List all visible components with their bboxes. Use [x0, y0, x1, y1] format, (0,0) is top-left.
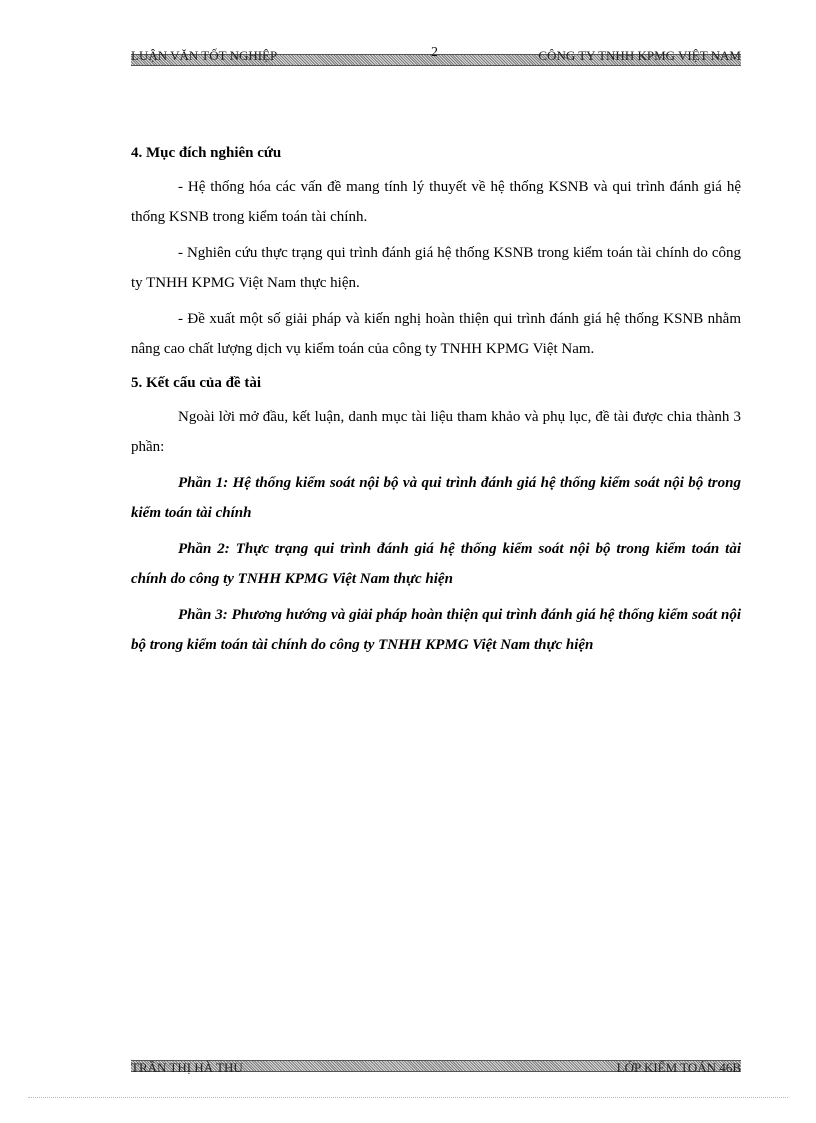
page-header [131, 45, 741, 66]
footer-author: TRẦN THỊ HÀ THU [131, 1060, 243, 1075]
document-body [131, 140, 741, 666]
part-3: Phần 3: Phương hướng và giải pháp hoàn thiện qui trình đánh giá hệ thống kiểm soát nội bộ trong kiểm toán tài chính do công ty TNHH KPMG Việt Nam thực hiện [131, 607, 741, 653]
header-thesis-title: LUẬN VĂN TỐT NGHIỆP [131, 48, 278, 63]
section-4-item-3: - Đề xuất một số giải pháp và kiến nghị hoàn thiện qui trình đánh giá hệ thống KSNB nhằm nâng cao chất lượng dịch vụ kiểm toán của công ty TNHH KPMG Việt Nam. [131, 311, 741, 357]
part-1: Phần 1: Hệ thống kiểm soát nội bộ và qui trình đánh giá hệ thống kiểm soát nội bộ trong kiểm toán tài chính [131, 475, 741, 521]
footer-class: LỚP KIỂM TOÁN 46B [616, 1060, 741, 1075]
section-5-intro: Ngoài lời mở đầu, kết luận, danh mục tài liệu tham khảo và phụ lục, đề tài được chia thành 3 phần: [131, 409, 741, 455]
section-4-item-1: - Hệ thống hóa các vấn đề mang tính lý thuyết về hệ thống KSNB và qui trình đánh giá hệ thống KSNB trong kiểm toán tài chính. [131, 179, 741, 225]
part-2: Phần 2: Thực trạng qui trình đánh giá hệ thống kiểm soát nội bộ trong kiểm toán tài chính do công ty TNHH KPMG Việt Nam thực hiện [131, 541, 741, 587]
header-company: CÔNG TY TNHH KPMG VIỆT NAM [538, 48, 741, 63]
section-4-heading: 4. Mục đích nghiên cứu [131, 145, 282, 161]
section-4-item-2: - Nghiên cứu thực trạng qui trình đánh giá hệ thống KSNB trong kiểm toán tài chính do công ty TNHH KPMG Việt Nam thực hiện. [131, 245, 741, 291]
page-footer [131, 1060, 741, 1075]
page-bottom-divider [28, 1097, 788, 1098]
page-number: 2 [431, 45, 438, 60]
section-5-heading: 5. Kết cấu của đề tài [131, 375, 261, 391]
